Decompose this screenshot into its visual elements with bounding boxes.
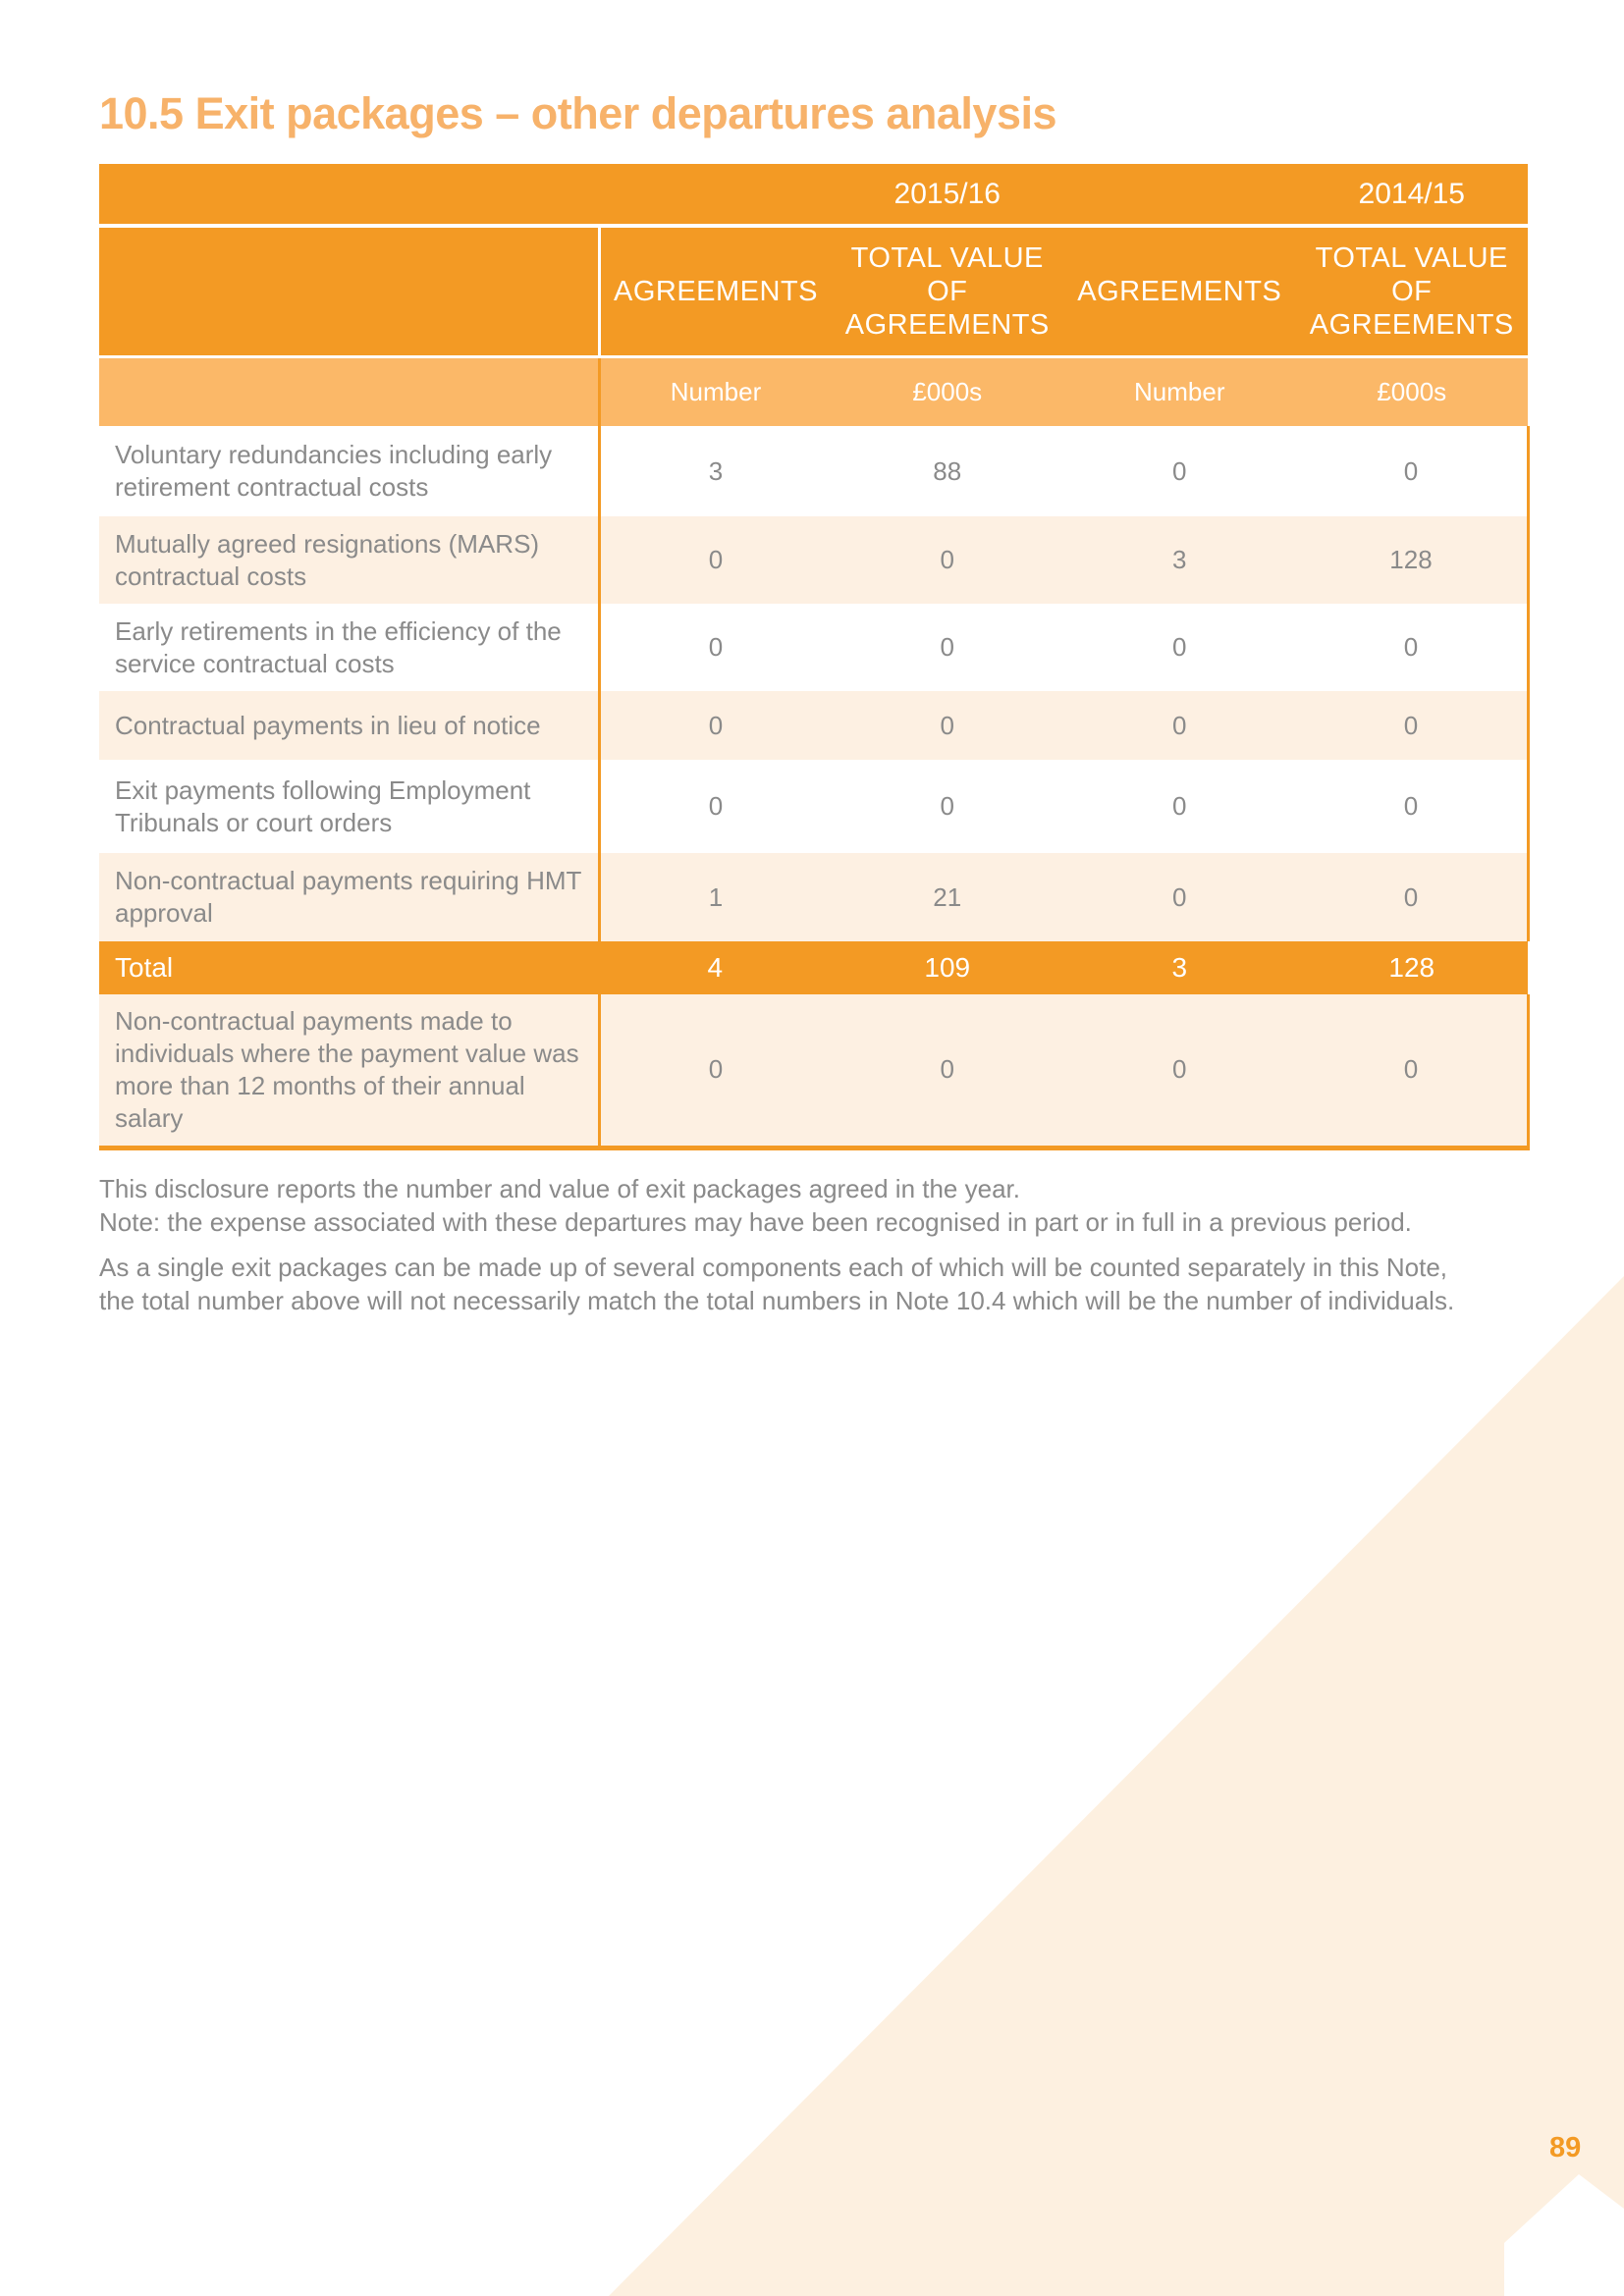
row-label: Non-contractual payments made to individuals where the payment value was more than 12 months of their annual salary (99, 994, 599, 1148)
header-blank (1063, 164, 1296, 226)
cell-value: 0 (1063, 426, 1296, 516)
page-title: 10.5 Exit packages – other departures analysis (99, 88, 1056, 138)
cell-value: 88 (832, 426, 1064, 516)
row-label: Contractual payments in lieu of notice (99, 691, 599, 760)
unit-label: Number (599, 357, 832, 427)
note-text: As a single exit packages can be made up of several components each of which will be counted separately in this Note, (99, 1253, 1448, 1282)
cell-value: 0 (599, 760, 832, 853)
year-2014-15: 2014/15 (1296, 164, 1529, 226)
row-label: Early retirements in the efficiency of the service contractual costs (99, 604, 599, 691)
cell-value: 0 (599, 994, 832, 1148)
cell-value: 0 (1296, 994, 1529, 1148)
note-text: the total number above will not necessarily match the total numbers in Note 10.4 which will be the number of individuals. (99, 1286, 1455, 1315)
cell-value: 0 (1296, 760, 1529, 853)
table-row (99, 691, 1528, 760)
total-value: 3 (1063, 941, 1296, 994)
cell-value: 0 (1296, 691, 1529, 760)
table-row (99, 994, 1528, 1148)
cell-value: 0 (1063, 853, 1296, 941)
unit-label: £000s (832, 357, 1064, 427)
total-label: Total (99, 941, 599, 994)
total-row (99, 941, 1528, 994)
note-text: Note: the expense associated with these departures may have been recognised in part or in full in a previous period. (99, 1207, 1412, 1237)
note-text: This disclosure reports the number and value of exit packages agreed in the year. (99, 1174, 1020, 1203)
cell-value: 0 (1296, 853, 1529, 941)
column-header-row (99, 226, 1528, 357)
col-header: TOTAL VALUE OF AGREEMENTS (1296, 226, 1529, 357)
cell-value: 0 (599, 516, 832, 604)
col-header: AGREEMENTS (599, 226, 832, 357)
total-value: 4 (599, 941, 832, 994)
row-label: Non-contractual payments requiring HMT approval (99, 853, 599, 941)
notes-section (99, 1172, 1528, 1317)
cell-value: 0 (1296, 604, 1529, 691)
exit-packages-table (99, 164, 1530, 1150)
year-2015-16: 2015/16 (832, 164, 1064, 226)
cell-value: 0 (1063, 691, 1296, 760)
page-number: 89 (1549, 2132, 1582, 2163)
unit-label: Number (1063, 357, 1296, 427)
header-blank (599, 164, 832, 226)
table-row (99, 604, 1528, 691)
year-header-row (99, 164, 1528, 226)
cell-value: 0 (832, 994, 1064, 1148)
row-label: Exit payments following Employment Tribunals or court orders (99, 760, 599, 853)
cell-value: 0 (832, 516, 1064, 604)
cell-value: 3 (1063, 516, 1296, 604)
total-value: 109 (832, 941, 1064, 994)
cell-value: 21 (832, 853, 1064, 941)
cell-value: 0 (1296, 426, 1529, 516)
cell-value: 0 (599, 604, 832, 691)
unit-row (99, 357, 1528, 427)
table-row (99, 516, 1528, 604)
cell-value: 0 (599, 691, 832, 760)
cell-value: 0 (1063, 604, 1296, 691)
cell-value: 0 (1063, 760, 1296, 853)
header-blank (99, 164, 599, 226)
header-blank (99, 357, 599, 427)
table-row (99, 853, 1528, 941)
unit-label: £000s (1296, 357, 1529, 427)
table-row (99, 760, 1528, 853)
total-value: 128 (1296, 941, 1529, 994)
cell-value: 128 (1296, 516, 1529, 604)
cell-value: 0 (832, 604, 1064, 691)
cell-value: 1 (599, 853, 832, 941)
table-row (99, 426, 1528, 516)
cell-value: 3 (599, 426, 832, 516)
header-blank (99, 226, 599, 357)
cell-value: 0 (832, 760, 1064, 853)
col-header: AGREEMENTS (1063, 226, 1296, 357)
cell-value: 0 (1063, 994, 1296, 1148)
cell-value: 0 (832, 691, 1064, 760)
row-label: Mutually agreed resignations (MARS) contractual costs (99, 516, 599, 604)
row-label: Voluntary redundancies including early retirement contractual costs (99, 426, 599, 516)
col-header: TOTAL VALUE OF AGREEMENTS (832, 226, 1064, 357)
